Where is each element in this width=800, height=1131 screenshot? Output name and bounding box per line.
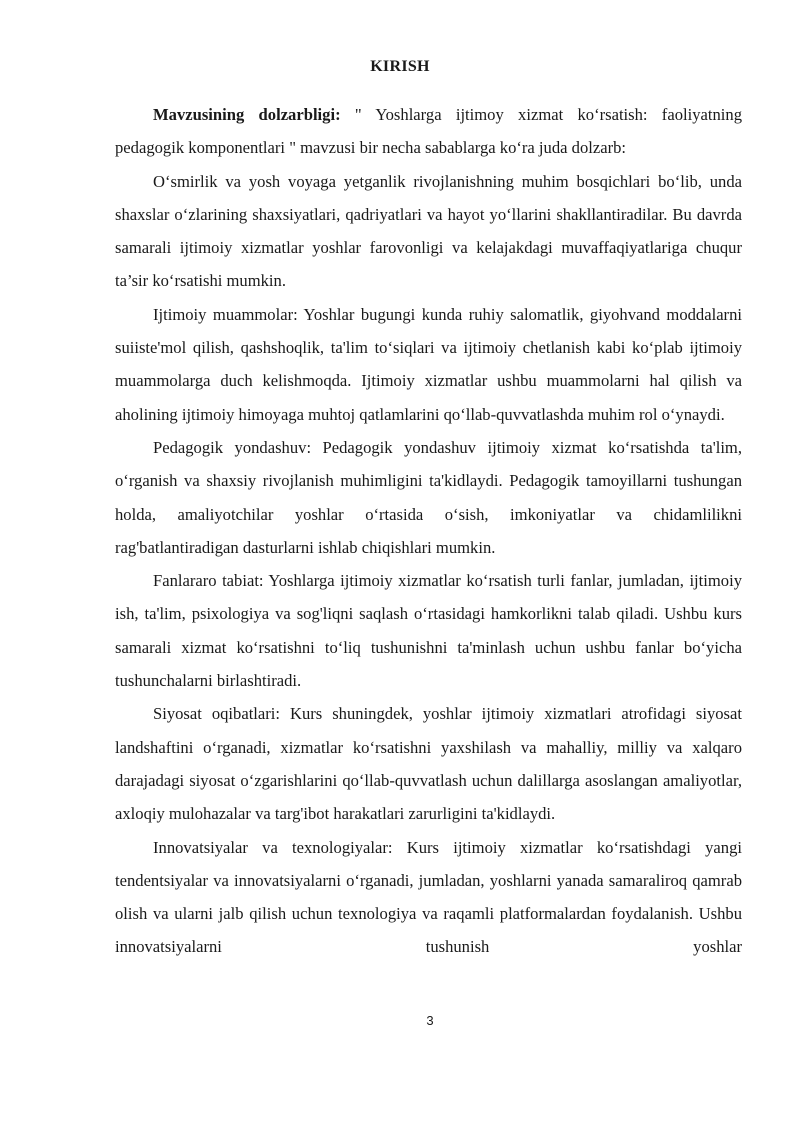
paragraph-text: " Yoshlarga ijtimoy xizmat ko‘rsatish: faoliyatning pedagogik komponentlari " mavzusi bir necha sabablarga ko‘ra juda dolzarb: bbox=[115, 105, 742, 158]
paragraph-policy: Siyosat oqibatlari: Kurs shuningdek, yoshlar ijtimoiy xizmatlari atrofidagi siyosat landshaftini o‘rganadi, xizmatlar ko‘rsatishni yaxshilash va mahalliy, milliy va xalqaro darajadagi siyosat o‘zgarishlarini qo‘llab-quvvatlash uchun dalillarga asoslangan amaliyotlar, axloqiy mulohazalar va targ'ibot harakatlari zarurligini ta'kidlaydi. bbox=[115, 704, 742, 824]
paragraph-lead: Mavzusining dolzarbligi: bbox=[153, 105, 341, 124]
page-title: KIRISH bbox=[370, 58, 430, 75]
paragraph-interdisciplinary: Fanlararo tabiat: Yoshlarga ijtimoiy xizmatlar ko‘rsatish turli fanlar, jumladan, ijtimoiy ish, ta'lim, psixologiya va sog'liqni saqlash o‘rtasidagi hamkorlikni talab qiladi. Ushbu kurs samarali xizmat ko‘rsatishni to‘liq tushunishni ta'minlash uchun ushbu fanlar bo‘yicha tushunchalarni birlashtiradi. bbox=[115, 571, 742, 691]
paragraph-relevance bbox=[115, 98, 742, 165]
paragraph-social-problems: Ijtimoiy muammolar: Yoshlar bugungi kunda ruhiy salomatlik, giyohvand moddalarni suiiste'mol qilish, qashshoqlik, ta'lim to‘siqlari va ijtimoiy chetlanish kabi ko‘plab ijtimoiy muammolarga duch kelishmoqda. Ijtimoiy xizmatlar ushbu muammolarni hal qilish va aholining ijtimoiy himoyaga muhtoj qatlamlarini qo‘llab-quvvatlashda muhim rol o‘ynaydi. bbox=[115, 304, 742, 424]
paragraph-innovations: Innovatsiyalar va texnologiyalar: Kurs ijtimoiy xizmatlar ko‘rsatishdagi yangi tendentsiyalar va innovatsiyalarni o‘rganadi, jumladan, yoshlarni yanada samaraliroq qamrab olish va ularni jalb qilish uchun texnologiya va raqamli platformalardan foydalanish. Ushbu innovatsiyalarni tushunish yoshlar bbox=[115, 837, 742, 957]
page-number: 3 bbox=[426, 1013, 434, 1028]
document-body bbox=[115, 98, 742, 964]
paragraph-pedagogical-approach: Pedagogik yondashuv: Pedagogik yondashuv ijtimoiy xizmat ko‘rsatishda ta'lim, o‘rganish va shaxsiy rivojlanish muhimligini ta'kidlaydi. Pedagogik tamoyillarni tushungan holda, amaliyotchilar yoshlar o‘rtasida o‘sish, imkoniyatlar va chidamlilikni rag'batlantiradigan dasturlarni ishlab chiqishlari mumkin. bbox=[115, 437, 742, 557]
paragraph-adolescence: O‘smirlik va yosh voyaga yetganlik rivojlanishning muhim bosqichlari bo‘lib, unda shaxslar o‘zlarining shaxsiyatlari, qadriyatlari va hayot yo‘llarini shakllantiradilar. Bu davrda samarali ijtimoiy xizmatlar yoshlar farovonligi va kelajakdagi muvaffaqiyatlariga chuqur ta’sir ko‘rsatishi mumkin. bbox=[115, 171, 742, 291]
